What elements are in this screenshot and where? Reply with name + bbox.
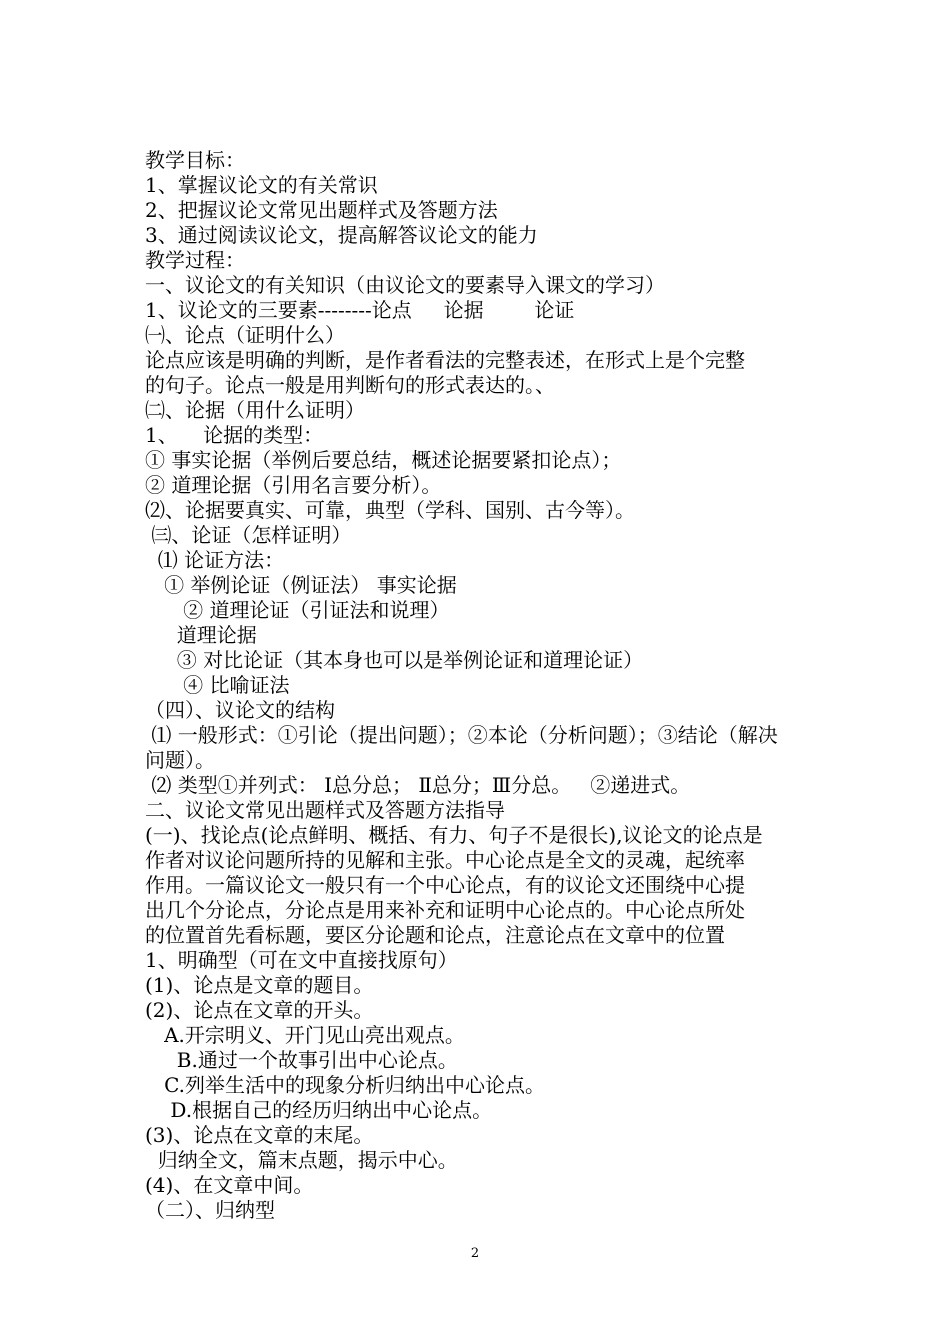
text-line: 2、把握议论文常见出题样式及答题方法 — [145, 198, 498, 222]
text-line: (一)、找论点(论点鲜明、概括、有力、句子不是很长),议论文的论点是 — [145, 823, 763, 847]
text-line: D.根据自己的经历归纳出中心论点。 — [145, 1098, 493, 1122]
text-line: ㈡、论据（用什么证明） — [145, 398, 365, 422]
text-line: C.列举生活中的现象分析归纳出中心论点。 — [145, 1073, 546, 1097]
text-line: 的句子。论点一般是用判断句的形式表达的。、 — [145, 373, 555, 397]
text-line: 问题）。 — [145, 748, 215, 772]
text-line: (2)、论点在文章的开头。 — [145, 998, 374, 1022]
page-number: 2 — [470, 1246, 480, 1261]
text-line: （二）、归纳型 — [145, 1198, 275, 1222]
text-line: 作者对议论问题所持的见解和主张。中心论点是全文的灵魂，起统率 — [145, 848, 745, 872]
text-line: 论点应该是明确的判断，是作者看法的完整表述，在形式上是个完整 — [145, 348, 745, 372]
text-line: ⑵、论据要真实、可靠，典型（学科、国别、古今等）。 — [145, 498, 635, 522]
text-line: 二、议论文常见出题样式及答题方法指导 — [145, 798, 505, 822]
text-line: 3、通过阅读议论文，提高解答议论文的能力 — [145, 223, 538, 247]
text-line: ① 事实论据（举例后要总结，概述论据要紧扣论点）； — [145, 448, 622, 472]
text-line: ② 道理论证（引证法和说理） — [145, 598, 450, 622]
text-line: 归纳全文，篇末点题，揭示中心。 — [145, 1148, 458, 1172]
text-line: 教学过程： — [145, 248, 245, 272]
text-line: (3)、论点在文章的末尾。 — [145, 1123, 374, 1147]
text-line: ① 举例论证（例证法） 事实论据 — [145, 573, 457, 597]
text-line: ③ 对比论证（其本身也可以是举例论证和道理论证） — [145, 648, 644, 672]
text-line: 1、议论文的三要素--------论点 论据 论证 — [145, 298, 575, 322]
text-line: ④ 比喻证法 — [145, 673, 290, 697]
text-line: ㈢、论证（怎样证明） — [145, 523, 352, 547]
text-line: ⑴ 一般形式：①引论（提出问题）；②本论（分析问题）；③结论（解决 — [145, 723, 778, 747]
text-line: (1)、论点是文章的题目。 — [145, 973, 374, 997]
text-line: 1、明确型（可在文中直接找原句） — [145, 948, 458, 972]
text-line: ⑵ 类型①并列式： Ⅰ总分总； Ⅱ总分；Ⅲ分总。 ②递进式。 — [145, 773, 691, 797]
text-line: 道理论据 — [145, 623, 257, 647]
text-line: 1、掌握议论文的有关常识 — [145, 173, 378, 197]
text-line: 的位置首先看标题，要区分论题和论点，注意论点在文章中的位置 — [145, 923, 725, 947]
text-line: ② 道理论据（引用名言要分析）。 — [145, 473, 442, 497]
text-line: 出几个分论点，分论点是用来补充和证明中心论点的。中心论点所处 — [145, 898, 745, 922]
text-line: ⑴ 论证方法： — [145, 548, 285, 572]
text-line: A.开宗明义、开门见山亮出观点。 — [145, 1023, 465, 1047]
text-line: ㈠、论点（证明什么） — [145, 323, 345, 347]
text-line: （四）、议论文的结构 — [145, 698, 335, 722]
text-line: 作用。一篇议论文一般只有一个中心论点，有的议论文还围绕中心提 — [145, 873, 745, 897]
text-line: 教学目标： — [145, 148, 245, 172]
text-line: 一、议论文的有关知识（由议论文的要素导入课文的学习） — [145, 273, 665, 297]
text-line: (4)、在文章中间。 — [145, 1173, 314, 1197]
text-line: 1、 论据的类型： — [145, 423, 324, 447]
text-line: B.通过一个故事引出中心论点。 — [145, 1048, 458, 1072]
